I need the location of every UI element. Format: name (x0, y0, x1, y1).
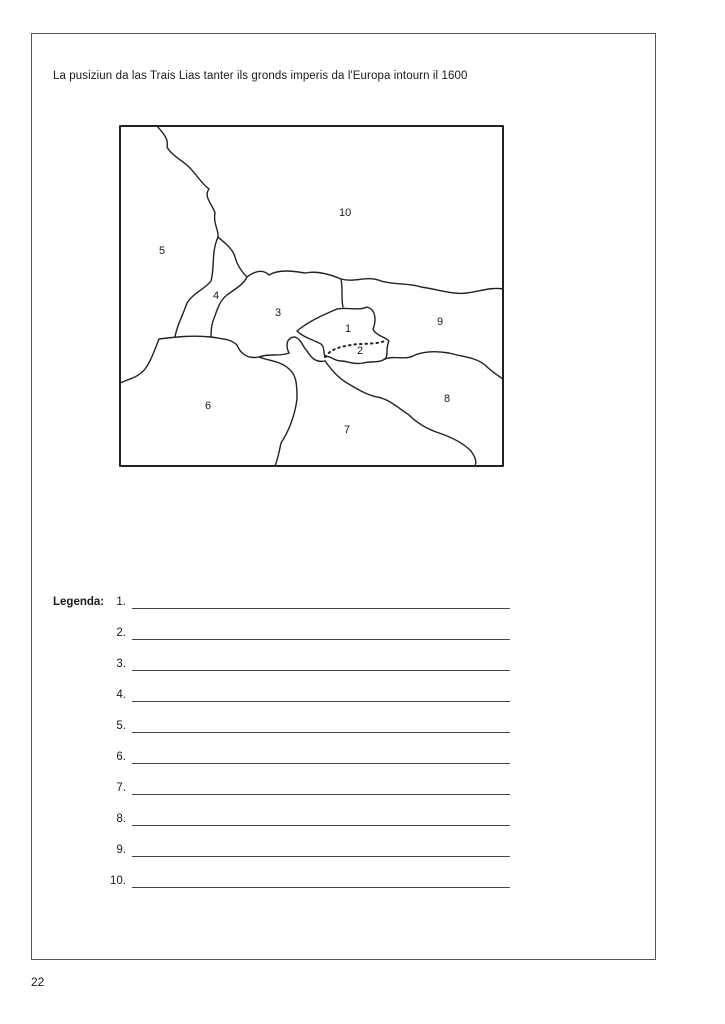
legend-row (100, 751, 510, 767)
legend-number: 1. (116, 596, 126, 608)
border-line (287, 337, 325, 361)
map-border (120, 126, 503, 466)
region-label: 5 (159, 245, 166, 257)
legend-number: 4. (116, 689, 126, 701)
legend-row (100, 813, 510, 829)
legend-row (100, 596, 510, 612)
border-line (211, 237, 247, 337)
answer-line[interactable] (132, 732, 510, 733)
answer-line[interactable] (132, 825, 510, 826)
region-label: 10 (339, 207, 352, 219)
region-label: 8 (444, 393, 451, 405)
border-line (157, 126, 218, 237)
answer-line[interactable] (132, 763, 510, 764)
answer-line[interactable] (132, 670, 510, 671)
outline-map (119, 125, 504, 467)
legend-number: 6. (116, 751, 126, 763)
legend-number: 8. (116, 813, 126, 825)
border-line (325, 361, 476, 466)
answer-line[interactable] (132, 639, 510, 640)
answer-line[interactable] (132, 608, 510, 609)
map-svg (119, 125, 504, 467)
legend-number: 9. (116, 844, 126, 856)
legend-number: 7. (116, 782, 126, 794)
legend-row (100, 627, 510, 643)
legend-row (100, 844, 510, 860)
region-label: 3 (275, 307, 282, 319)
border-line (247, 271, 503, 293)
legend-number: 3. (116, 658, 126, 670)
border-line (175, 237, 218, 337)
legend-row (100, 658, 510, 674)
answer-line[interactable] (132, 701, 510, 702)
page-title: La pusiziun da las Trais Lias tanter ils gronds imperis da l'Europa intourn il 1600 (53, 70, 468, 82)
dotted-border (325, 341, 385, 357)
border-line (341, 279, 343, 307)
answer-line[interactable] (132, 794, 510, 795)
border-line (385, 352, 503, 379)
legend-row (100, 720, 510, 736)
legend-row (100, 782, 510, 798)
answer-line[interactable] (132, 887, 510, 888)
region-label: 1 (345, 323, 352, 335)
page-number: 22 (31, 975, 45, 989)
region-label: 6 (205, 400, 212, 412)
region-label: 7 (344, 424, 351, 436)
legend-row (100, 689, 510, 705)
answer-line[interactable] (132, 856, 510, 857)
region-label: 4 (213, 290, 220, 302)
legend-label: Legenda: (53, 596, 105, 608)
border-line (120, 336, 289, 383)
legend-row (100, 875, 510, 891)
region-label: 9 (437, 316, 444, 328)
legend-number: 5. (116, 720, 126, 732)
legend-number: 2. (116, 627, 126, 639)
region-label: 2 (357, 345, 364, 357)
border-line (259, 357, 297, 466)
legend-number: 10. (110, 875, 126, 887)
